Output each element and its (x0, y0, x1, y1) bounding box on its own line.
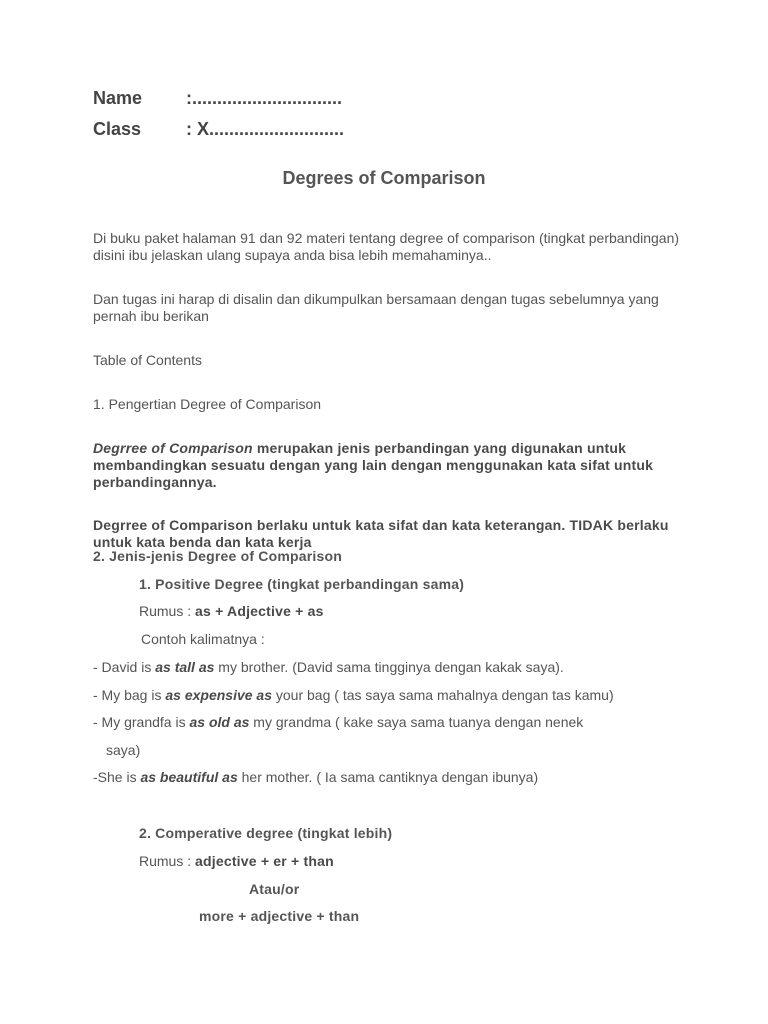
name-field (0, 88, 768, 110)
page-title: Degrees of Comparison (282, 168, 486, 188)
usage-paragraph: Degrree of Comparison berlaku untuk kata sifat dan kata keterangan. TIDAK berlaku untuk kata benda dan kata kerja (93, 517, 669, 550)
name-label: Name (93, 88, 143, 108)
example-line (93, 659, 564, 676)
class-field (0, 119, 768, 141)
definition-term: Degrree of Comparison (93, 440, 253, 456)
section-2-heading: 2. Jenis-jenis Degree of Comparison (93, 548, 342, 564)
class-label: Class (93, 119, 142, 139)
comparative-or-label: Atau/or (249, 881, 300, 897)
class-value: : X........................... (186, 119, 345, 139)
example-text: my grandma ( kake saya sama tuanya dengan nenek (249, 714, 584, 730)
example-text: my brother. (David sama tingginya dengan kakak saya). (214, 659, 564, 675)
example-text: her mother. ( Ia sama cantiknya dengan ibunya) (237, 769, 539, 785)
example-text: - My grandfa is (93, 714, 190, 730)
positive-rumus-value: as + Adjective + as (195, 603, 324, 619)
example-text: your bag ( tas saya sama mahalnya dengan tas kamu) (272, 687, 614, 703)
intro-paragraph-1: Di buku paket halaman 91 dan 92 materi tentang degree of comparison (tingkat perbandingan) disini ibu jelaskan ulang supaya anda bisa lebih memahaminya.. (93, 230, 680, 263)
example-text: -She is (93, 769, 141, 785)
name-value: :.............................. (186, 88, 343, 108)
comparative-alt-rumus: more + adjective + than (199, 908, 360, 924)
example-line-continuation (106, 742, 140, 759)
example-text: - My bag is (93, 687, 166, 703)
definition-paragraph (93, 440, 683, 491)
comparative-rumus (139, 853, 334, 870)
definition-text: merupakan jenis perbandingan yang digunakan untuk membandingkan sesuatu dengan yang lain dengan menggunakan kata sifat untuk perbandingannya. (93, 440, 654, 490)
example-emphasis: as beautiful as (140, 769, 238, 785)
comparative-degree-heading: 2. Comperative degree (tingkat lebih) (139, 825, 393, 841)
toc-item-1: 1. Pengertian Degree of Comparison (93, 396, 322, 412)
example-line (93, 687, 614, 704)
positive-degree-heading: 1. Positive Degree (tingkat perbandingan sama) (139, 576, 465, 592)
comparative-rumus-label: Rumus : (139, 853, 196, 869)
example-emphasis: as tall as (155, 659, 215, 675)
positive-rumus-label: Rumus : (139, 603, 196, 619)
example-line (93, 769, 538, 786)
example-emphasis: as old as (189, 714, 250, 730)
comparative-rumus-value: adjective + er + than (195, 853, 334, 869)
example-line (93, 714, 583, 731)
example-text: - David is (93, 659, 156, 675)
intro-paragraph-2: Dan tugas ini harap di disalin dan dikumpulkan bersamaan dengan tugas sebelumnya yang pernah ibu berikan (93, 291, 659, 324)
positive-contoh-label: Contoh kalimatnya : (141, 631, 265, 647)
positive-rumus (139, 603, 324, 620)
example-emphasis: as expensive as (165, 687, 272, 703)
example-text: saya) (106, 742, 141, 758)
toc-heading: Table of Contents (93, 352, 202, 368)
